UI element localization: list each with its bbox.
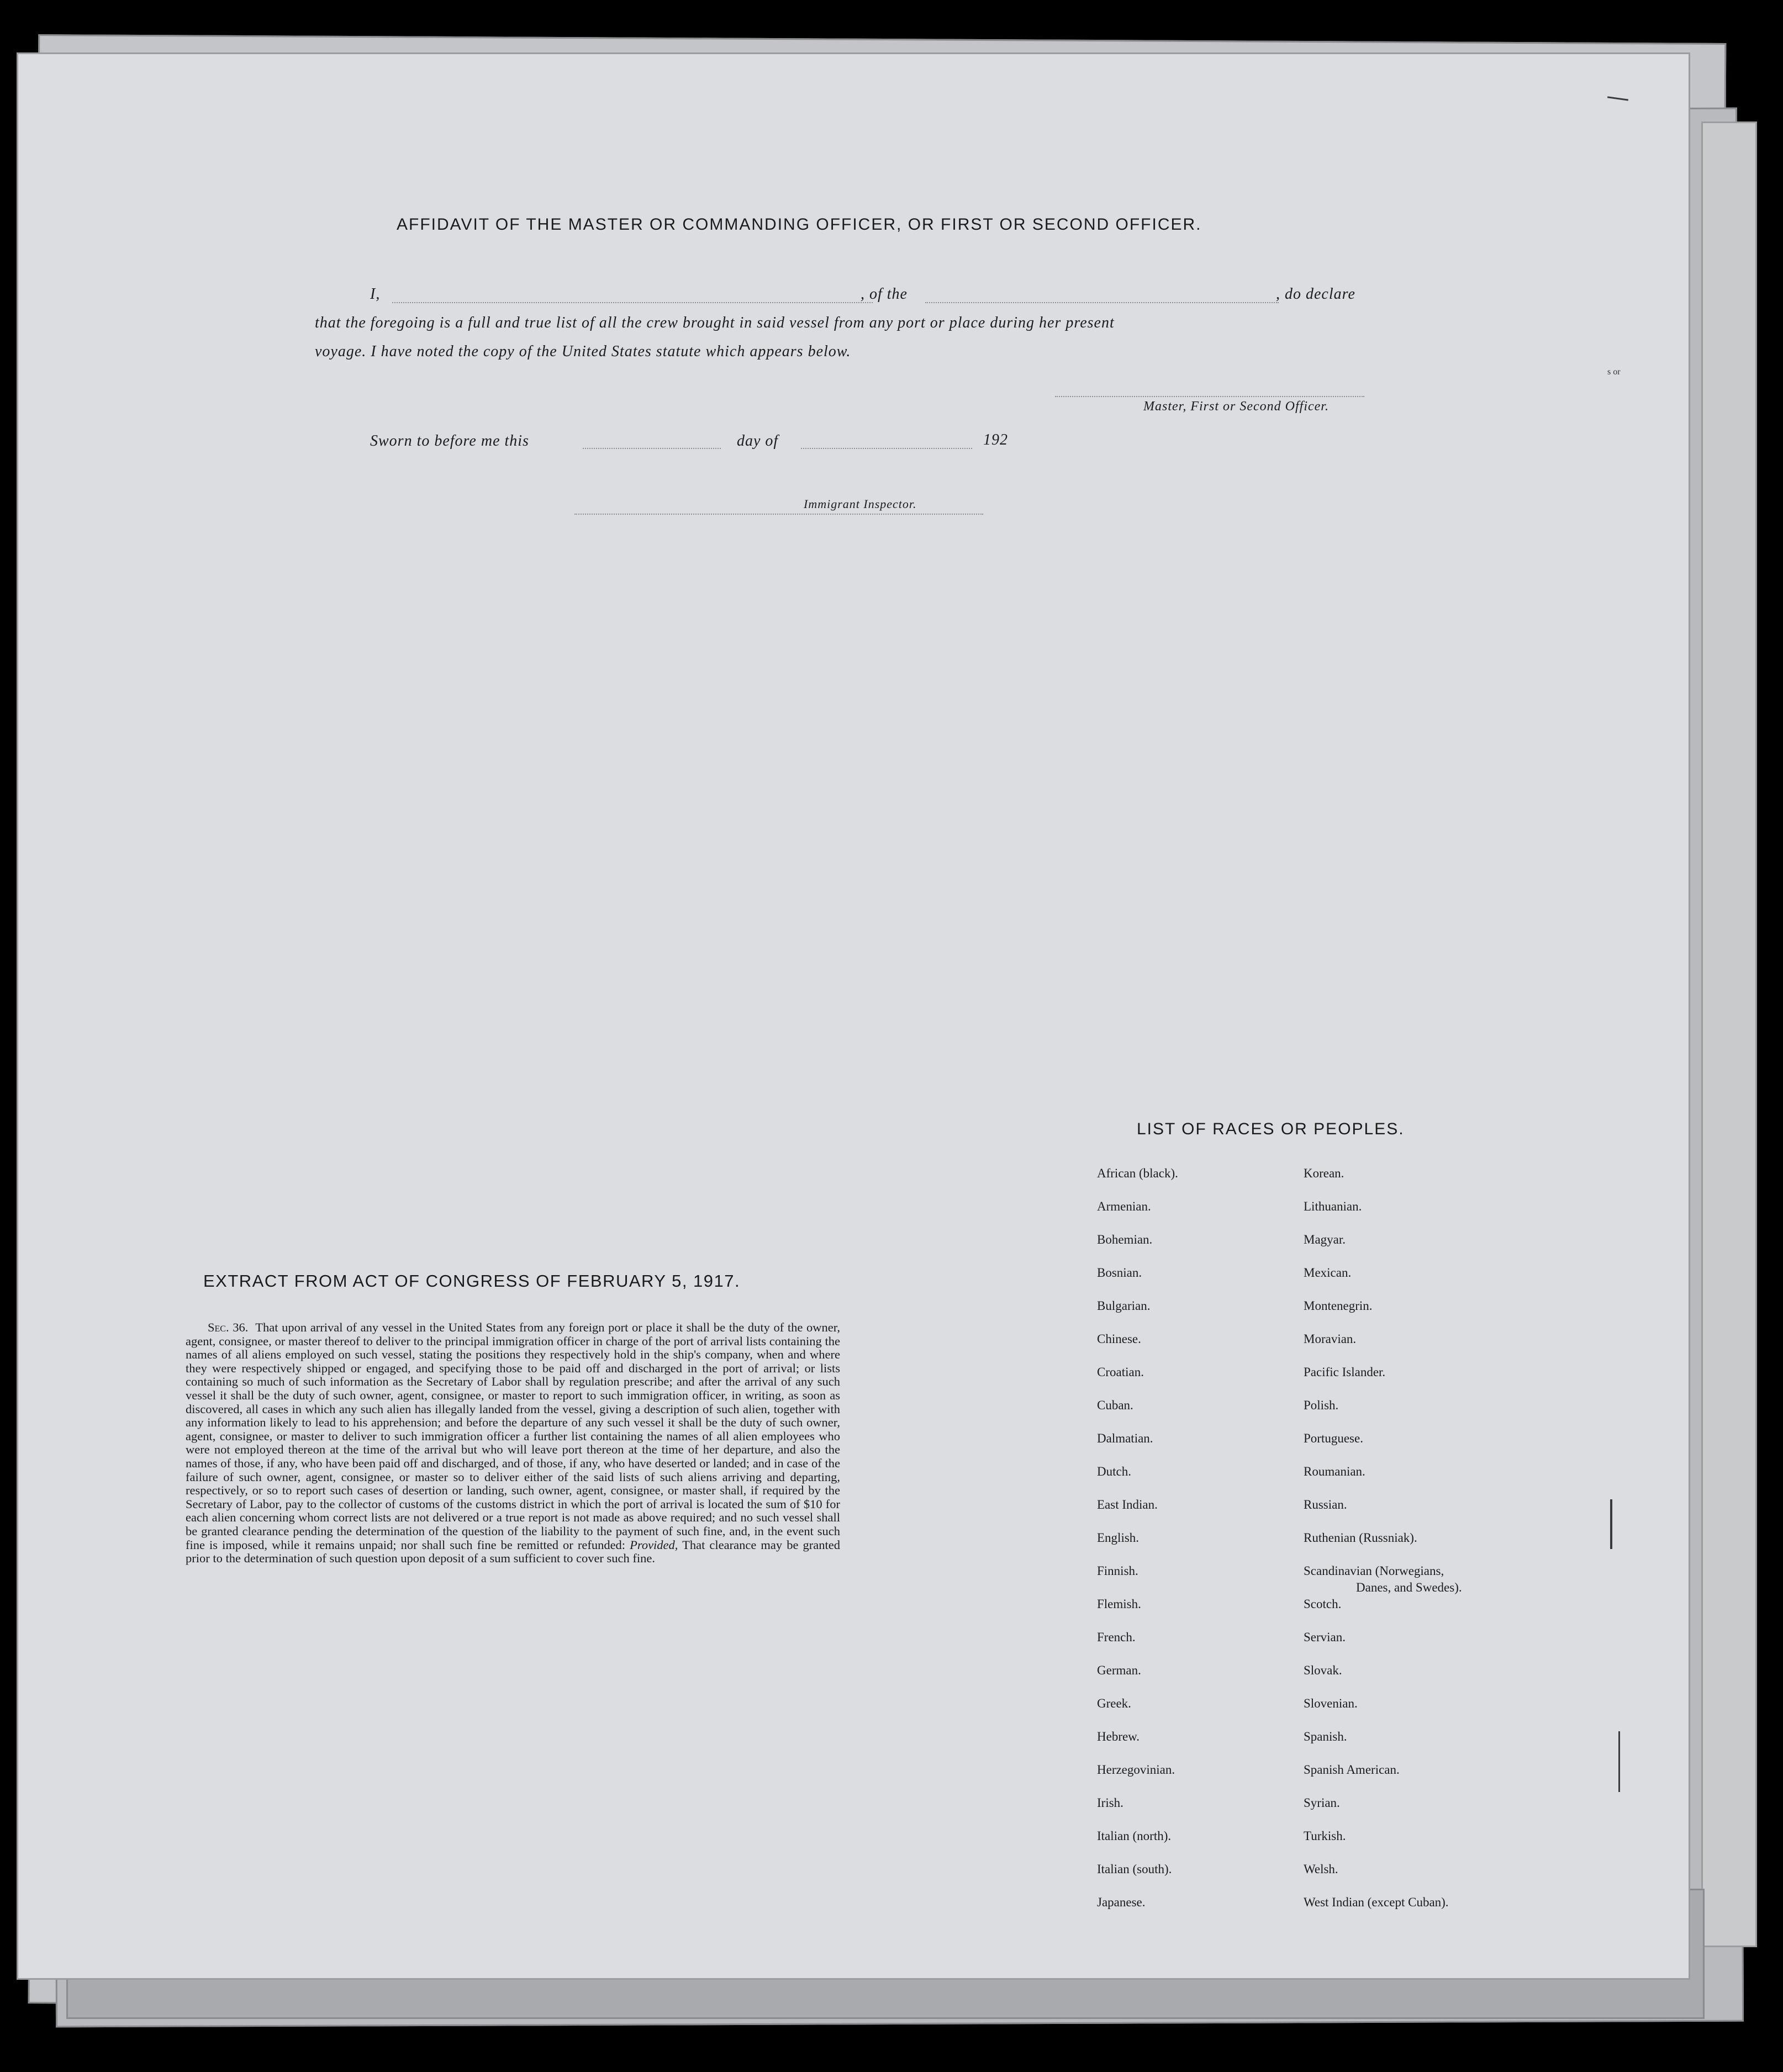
race-item-scandinavian [1304, 1563, 1462, 1596]
race-item: English. [1097, 1531, 1140, 1545]
race-item: Polish. [1304, 1398, 1339, 1412]
race-item: Irish. [1097, 1796, 1123, 1810]
affidavit-line2: that the foregoing is a full and true list of all the crew brought in said vessel from any port or place during her present [315, 314, 1115, 331]
race-item: African (black). [1097, 1166, 1178, 1180]
race-item: Dalmatian. [1097, 1431, 1153, 1445]
extract-body [186, 1321, 840, 1566]
extract-body-end: That clearance may be granted prior to the determination of such question upon deposit of a sum sufficient to cover such fine. [186, 1537, 841, 1566]
race-item: Russian. [1304, 1498, 1347, 1511]
affidavit-line1-start: I, [370, 286, 381, 303]
month-line [801, 448, 972, 449]
race-item: Welsh. [1304, 1862, 1338, 1876]
race-item: Ruthenian (Russniak). [1304, 1531, 1417, 1545]
race-item: Armenian. [1097, 1199, 1151, 1213]
race-item: German. [1097, 1663, 1141, 1677]
race-item: Greek. [1097, 1696, 1131, 1710]
year-label: 192 [983, 431, 1008, 448]
race-item: Korean. [1304, 1166, 1344, 1180]
race-item: Herzegovinian. [1097, 1763, 1175, 1777]
scan-mark [1610, 1499, 1612, 1549]
race-item: Moravian. [1304, 1332, 1357, 1346]
signature-label: Master, First or Second Officer. [1143, 399, 1329, 414]
race-item-line2: Danes, and Swedes). [1356, 1581, 1462, 1594]
race-item: Bosnian. [1097, 1266, 1142, 1280]
margin-fragment: s or [1607, 367, 1621, 377]
extract-title: EXTRACT FROM ACT OF CONGRESS OF FEBRUARY 5, 1917. [203, 1271, 741, 1291]
race-item: Finnish. [1097, 1564, 1138, 1578]
race-item: Dutch. [1097, 1465, 1131, 1478]
affidavit-of-the: , of the [861, 286, 908, 303]
race-item: French. [1097, 1630, 1136, 1644]
race-item: Spanish American. [1304, 1763, 1400, 1777]
race-item: Slovak. [1304, 1663, 1342, 1677]
sworn-day-line [583, 448, 721, 449]
affidavit-do-declare: , do declare [1276, 286, 1355, 303]
underlying-sheet-edge [1701, 121, 1757, 1947]
race-item: Lithuanian. [1304, 1199, 1362, 1213]
race-item: Servian. [1304, 1630, 1346, 1644]
affidavit-title: AFFIDAVIT OF THE MASTER OR COMMANDING OFFICER, OR FIRST OR SECOND OFFICER. [397, 215, 1202, 234]
race-item: Syrian. [1304, 1796, 1340, 1810]
vessel-blank-line [925, 302, 1279, 303]
race-item: Pacific Islander. [1304, 1365, 1386, 1379]
race-item: Cuban. [1097, 1398, 1133, 1412]
race-item: Portuguese. [1304, 1431, 1363, 1445]
race-item: Scotch. [1304, 1597, 1342, 1611]
race-item: East Indian. [1097, 1498, 1158, 1511]
race-item: Japanese. [1097, 1895, 1146, 1909]
race-item: Bulgarian. [1097, 1299, 1151, 1313]
extract-body-text: That upon arrival of any vessel in the United States from any foreign port or place it shall be the duty of the owner, agent, consignee, or master thereof to deliver to the principal immigration officer in charge of the port of arrival lists containing the names of all aliens employed on such vessel, stating the positions they respectively hold in the ship's company, when and where they were respectively shipped or engaged, and specifying those to be paid off and discharged in the port of arrival; or lists containing so much of such information as the Secretary of Labor shall by regulation prescribe; and after the arrival of any such vessel it shall be the duty of such owner, agent, consignee, or master to report to such immigration officer, in writing, as soon as discovered, all cases in which any such alien has illegally landed from the vessel, giving a description of such alien, together with any information likely to lead to his apprehension; and before the departure of any such vessel it shall be the duty of such owner, agent, consignee, or master to deliver to such immigration officer a further list containing the names of all alien employees who were not employed thereon at the time of the arrival but who will leave port thereon at the time of her departure, and also the names of those, if any, who have been paid off and discharged, and of those, if any, who have deserted or landed; and in case of the failure of such owner, agent, consignee, or master so to deliver either of the said lists of such aliens arriving and departing, respectively, or so to report such cases of desertion or landing, such owner, agent, consignee, or master shall, if required by the Secretary of Labor, pay to the collector of customs of the customs district in which the port of arrival is located the sum of $10 for each alien concerning whom correct lists are not delivered or a true report is not made as above required; and no such vessel shall be granted clearance pending the determination of the question of the liability to the payment of such fine, and, in the event such fine is imposed, while it remains unpaid; nor shall such fine be remitted or refunded: [186, 1320, 840, 1552]
race-item: West Indian (except Cuban). [1304, 1895, 1449, 1909]
race-item: Flemish. [1097, 1597, 1141, 1611]
races-list-left [1097, 1165, 1178, 1927]
signature-line [1055, 396, 1364, 397]
sworn-label: Sworn to before me this [370, 432, 529, 450]
provided-word: Provided, [630, 1537, 678, 1552]
race-item: Turkish. [1304, 1829, 1346, 1843]
affidavit-line3: voyage. I have noted the copy of the United States statute which appears below. [315, 343, 851, 360]
name-blank-line [392, 302, 873, 303]
races-title: LIST OF RACES OR PEOPLES. [1137, 1120, 1405, 1138]
scan-mark [1618, 1731, 1620, 1792]
section-label: Sec. 36. [208, 1320, 249, 1334]
races-list-right [1304, 1165, 1462, 1927]
form-page [17, 52, 1690, 1980]
race-item: Hebrew. [1097, 1730, 1140, 1743]
race-item-line1: Scandinavian (Norwegians, [1304, 1564, 1444, 1578]
race-item: Magyar. [1304, 1233, 1346, 1246]
scan-mark [1607, 96, 1628, 101]
race-item: Slovenian. [1304, 1696, 1358, 1710]
day-of-label: day of [737, 432, 779, 450]
race-item: Chinese. [1097, 1332, 1141, 1346]
race-item: Italian (south). [1097, 1862, 1172, 1876]
race-item: Mexican. [1304, 1266, 1352, 1280]
inspector-label: Immigrant Inspector. [804, 497, 917, 511]
race-item: Roumanian. [1304, 1465, 1365, 1478]
race-item: Spanish. [1304, 1730, 1347, 1743]
race-item: Bohemian. [1097, 1233, 1153, 1246]
race-item: Croatian. [1097, 1365, 1144, 1379]
inspector-signature-line [574, 514, 983, 515]
race-item: Montenegrin. [1304, 1299, 1373, 1313]
race-item: Italian (north). [1097, 1829, 1172, 1843]
